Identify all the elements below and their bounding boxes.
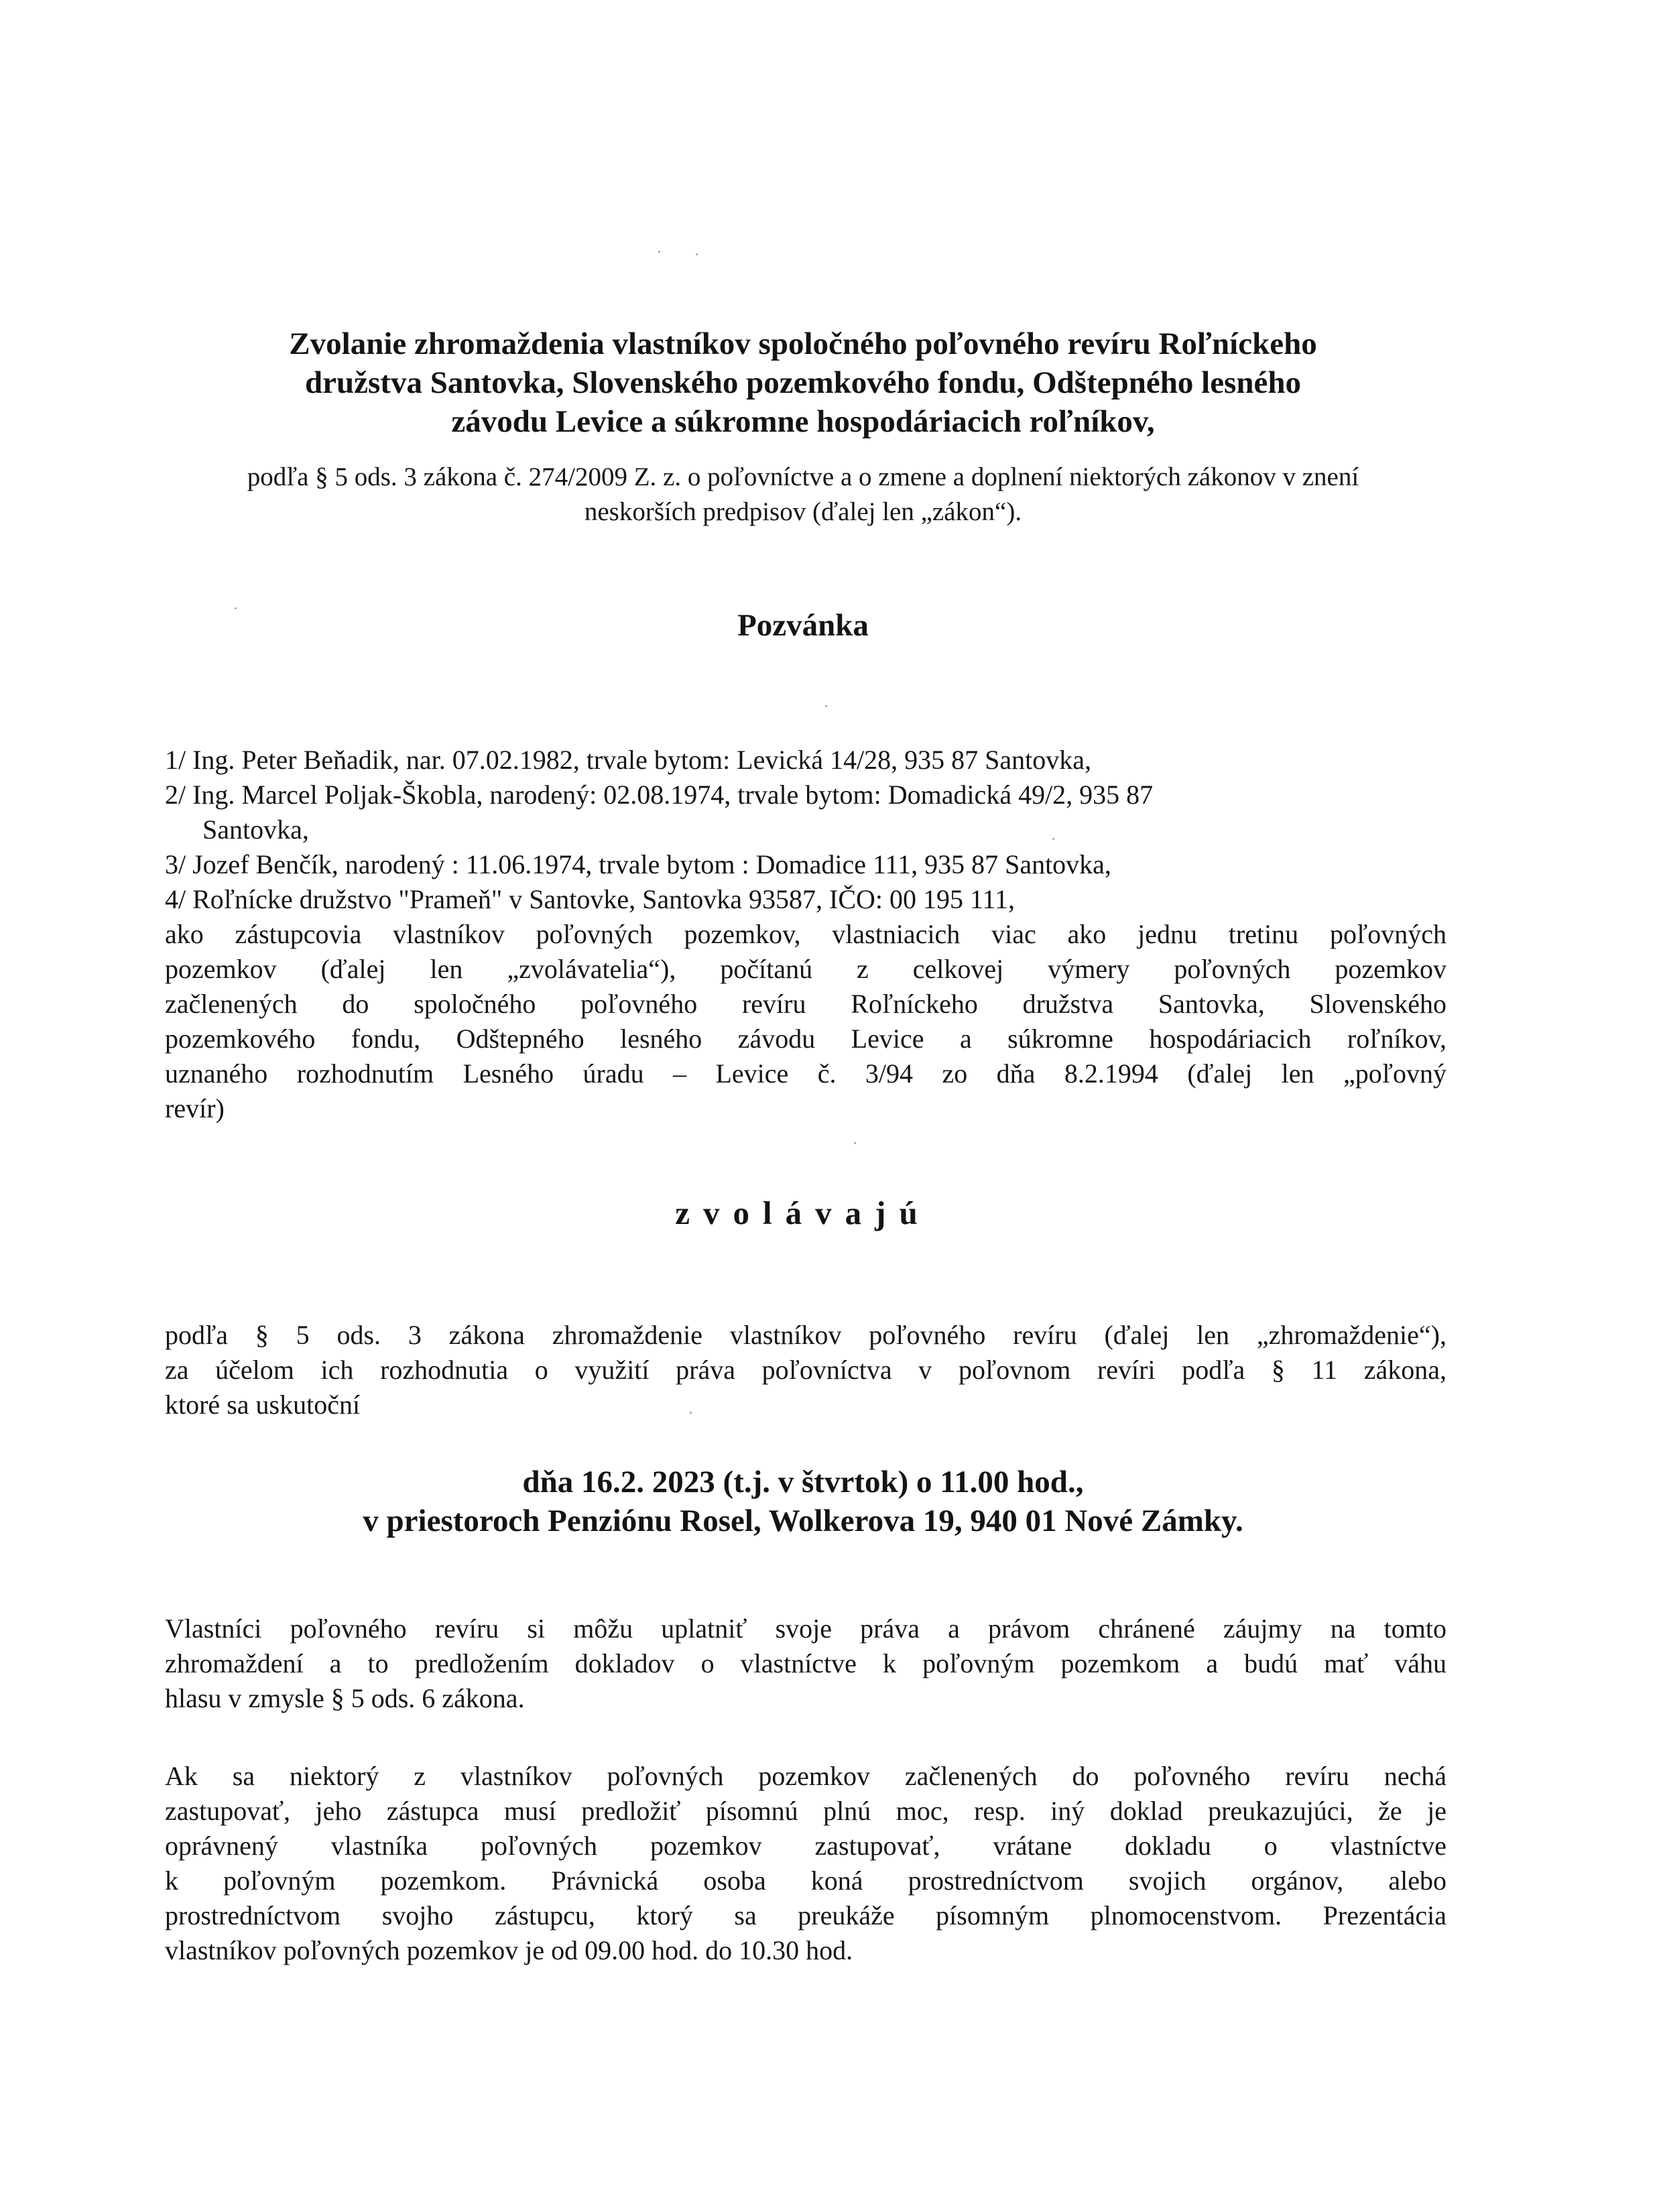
convene-heading: zvolávajú: [675, 1194, 931, 1231]
scan-speck: [854, 1142, 856, 1144]
subtitle-line: neskorších predpisov (ďalej len „zákon“).: [584, 497, 1022, 526]
document-title: [162, 324, 1444, 441]
paragraph-line: ktoré sa uskutoční: [165, 1390, 361, 1420]
paragraph-owners-rights: [165, 1611, 1446, 1716]
paragraph-line: Ak sa niektorý z vlastníkov poľovných pozemkov začlenených do poľovného revíru nechá: [165, 1761, 1446, 1791]
scan-speck: [825, 705, 827, 707]
paragraph-line: podľa § 5 ods. 3 zákona zhromaždenie vlastníkov poľovného revíru (ďalej len „zhromaždenie“),: [165, 1320, 1446, 1350]
paragraph-line: zhromaždení a to predložením dokladov o vlastníctve k poľovným pozemkom a budú mať váhu: [165, 1648, 1446, 1678]
title-line: Zvolanie zhromaždenia vlastníkov spoločného poľovného revíru Roľníckeho: [289, 326, 1317, 361]
scan-speck: [1052, 838, 1054, 840]
convener-item: 3/ Jozef Benčík, narodený : 11.06.1974, trvale bytom : Domadice 111, 935 87 Santovka,: [165, 849, 1111, 879]
invitation-heading: Pozvánka: [737, 608, 869, 643]
scan-speck: [696, 253, 698, 255]
paragraph-representation: [165, 1759, 1446, 1968]
convener-item: 2/ Ing. Marcel Poljak-Škobla, narodený: 02.08.1974, trvale bytom: Domadická 49/2, 935 87: [165, 780, 1154, 810]
paragraph-line: Vlastníci poľovného revíru si môžu uplatniť svoje práva a právom chránené záujmy na tomto: [165, 1613, 1446, 1644]
conveners-description-line: revír): [165, 1093, 225, 1123]
paragraph-line: zastupovať, jeho zástupca musí predložiť písomnú plnú moc, resp. iný doklad preukazujúci, že je: [165, 1796, 1446, 1826]
convener-item: 4/ Roľnícke družstvo "Prameň" v Santovke, Santovka 93587, IČO: 00 195 111,: [165, 884, 1015, 914]
paragraph-line: za účelom ich rozhodnutia o využití práva poľovníctva v poľovnom revíri podľa § 11 zákona,: [165, 1355, 1446, 1385]
meeting-date-place: [162, 1463, 1444, 1540]
scan-speck: [658, 251, 660, 253]
title-line: družstva Santovka, Slovenského pozemkového fondu, Odštepného lesného: [305, 365, 1301, 400]
conveners-list: [165, 743, 1446, 1126]
paragraph-line: vlastníkov poľovných pozemkov je od 09.00 hod. do 10.30 hod.: [165, 1935, 853, 1965]
scan-speck: [235, 607, 237, 609]
convener-item-continuation: Santovka,: [202, 814, 309, 845]
paragraph-line: prostredníctvom svojho zástupcu, ktorý sa preukáže písomným plnomocenstvom. Prezentácia: [165, 1900, 1446, 1930]
meeting-line: dňa 16.2. 2023 (t.j. v štvrtok) o 11.00 hod.,: [522, 1465, 1084, 1499]
conveners-description-line: ako zástupcovia vlastníkov poľovných pozemkov, vlastniacich viac ako jednu tretinu poľovných: [165, 919, 1446, 949]
paragraph-line: hlasu v zmysle § 5 ods. 6 zákona.: [165, 1683, 525, 1713]
paragraph-convening: [165, 1318, 1446, 1422]
legal-basis-subtitle: [162, 460, 1444, 530]
meeting-line: v priestoroch Penziónu Rosel, Wolkerova 19, 940 01 Nové Zámky.: [363, 1503, 1243, 1538]
conveners-description-line: pozemkov (ďalej len „zvolávatelia“), počítanú z celkovej výmery poľovných pozemkov: [165, 954, 1446, 984]
scan-speck: [690, 1412, 692, 1414]
paragraph-line: oprávnený vlastníka poľovných pozemkov zastupovať, vrátane dokladu o vlastníctve: [165, 1831, 1446, 1861]
convener-item: 1/ Ing. Peter Beňadik, nar. 07.02.1982, trvale bytom: Levická 14/28, 935 87 Santovka,: [165, 745, 1091, 775]
conveners-description-line: pozemkového fondu, Odštepného lesného závodu Levice a súkromne hospodáriacich roľníkov,: [165, 1024, 1446, 1054]
title-line: závodu Levice a súkromne hospodáriacich roľníkov,: [451, 404, 1155, 439]
subtitle-line: podľa § 5 ods. 3 zákona č. 274/2009 Z. z. o poľovníctve a o zmene a doplnení niektorých zákonov v znení: [247, 463, 1359, 491]
paragraph-line: k poľovným pozemkom. Právnická osoba koná prostredníctvom svojich orgánov, alebo: [165, 1865, 1446, 1896]
conveners-description-line: uznaného rozhodnutím Lesného úradu – Levice č. 3/94 zo dňa 8.2.1994 (ďalej len „poľovný: [165, 1058, 1446, 1089]
conveners-description-line: začlenených do spoločného poľovného revíru Roľníckeho družstva Santovka, Slovenského: [165, 989, 1446, 1019]
